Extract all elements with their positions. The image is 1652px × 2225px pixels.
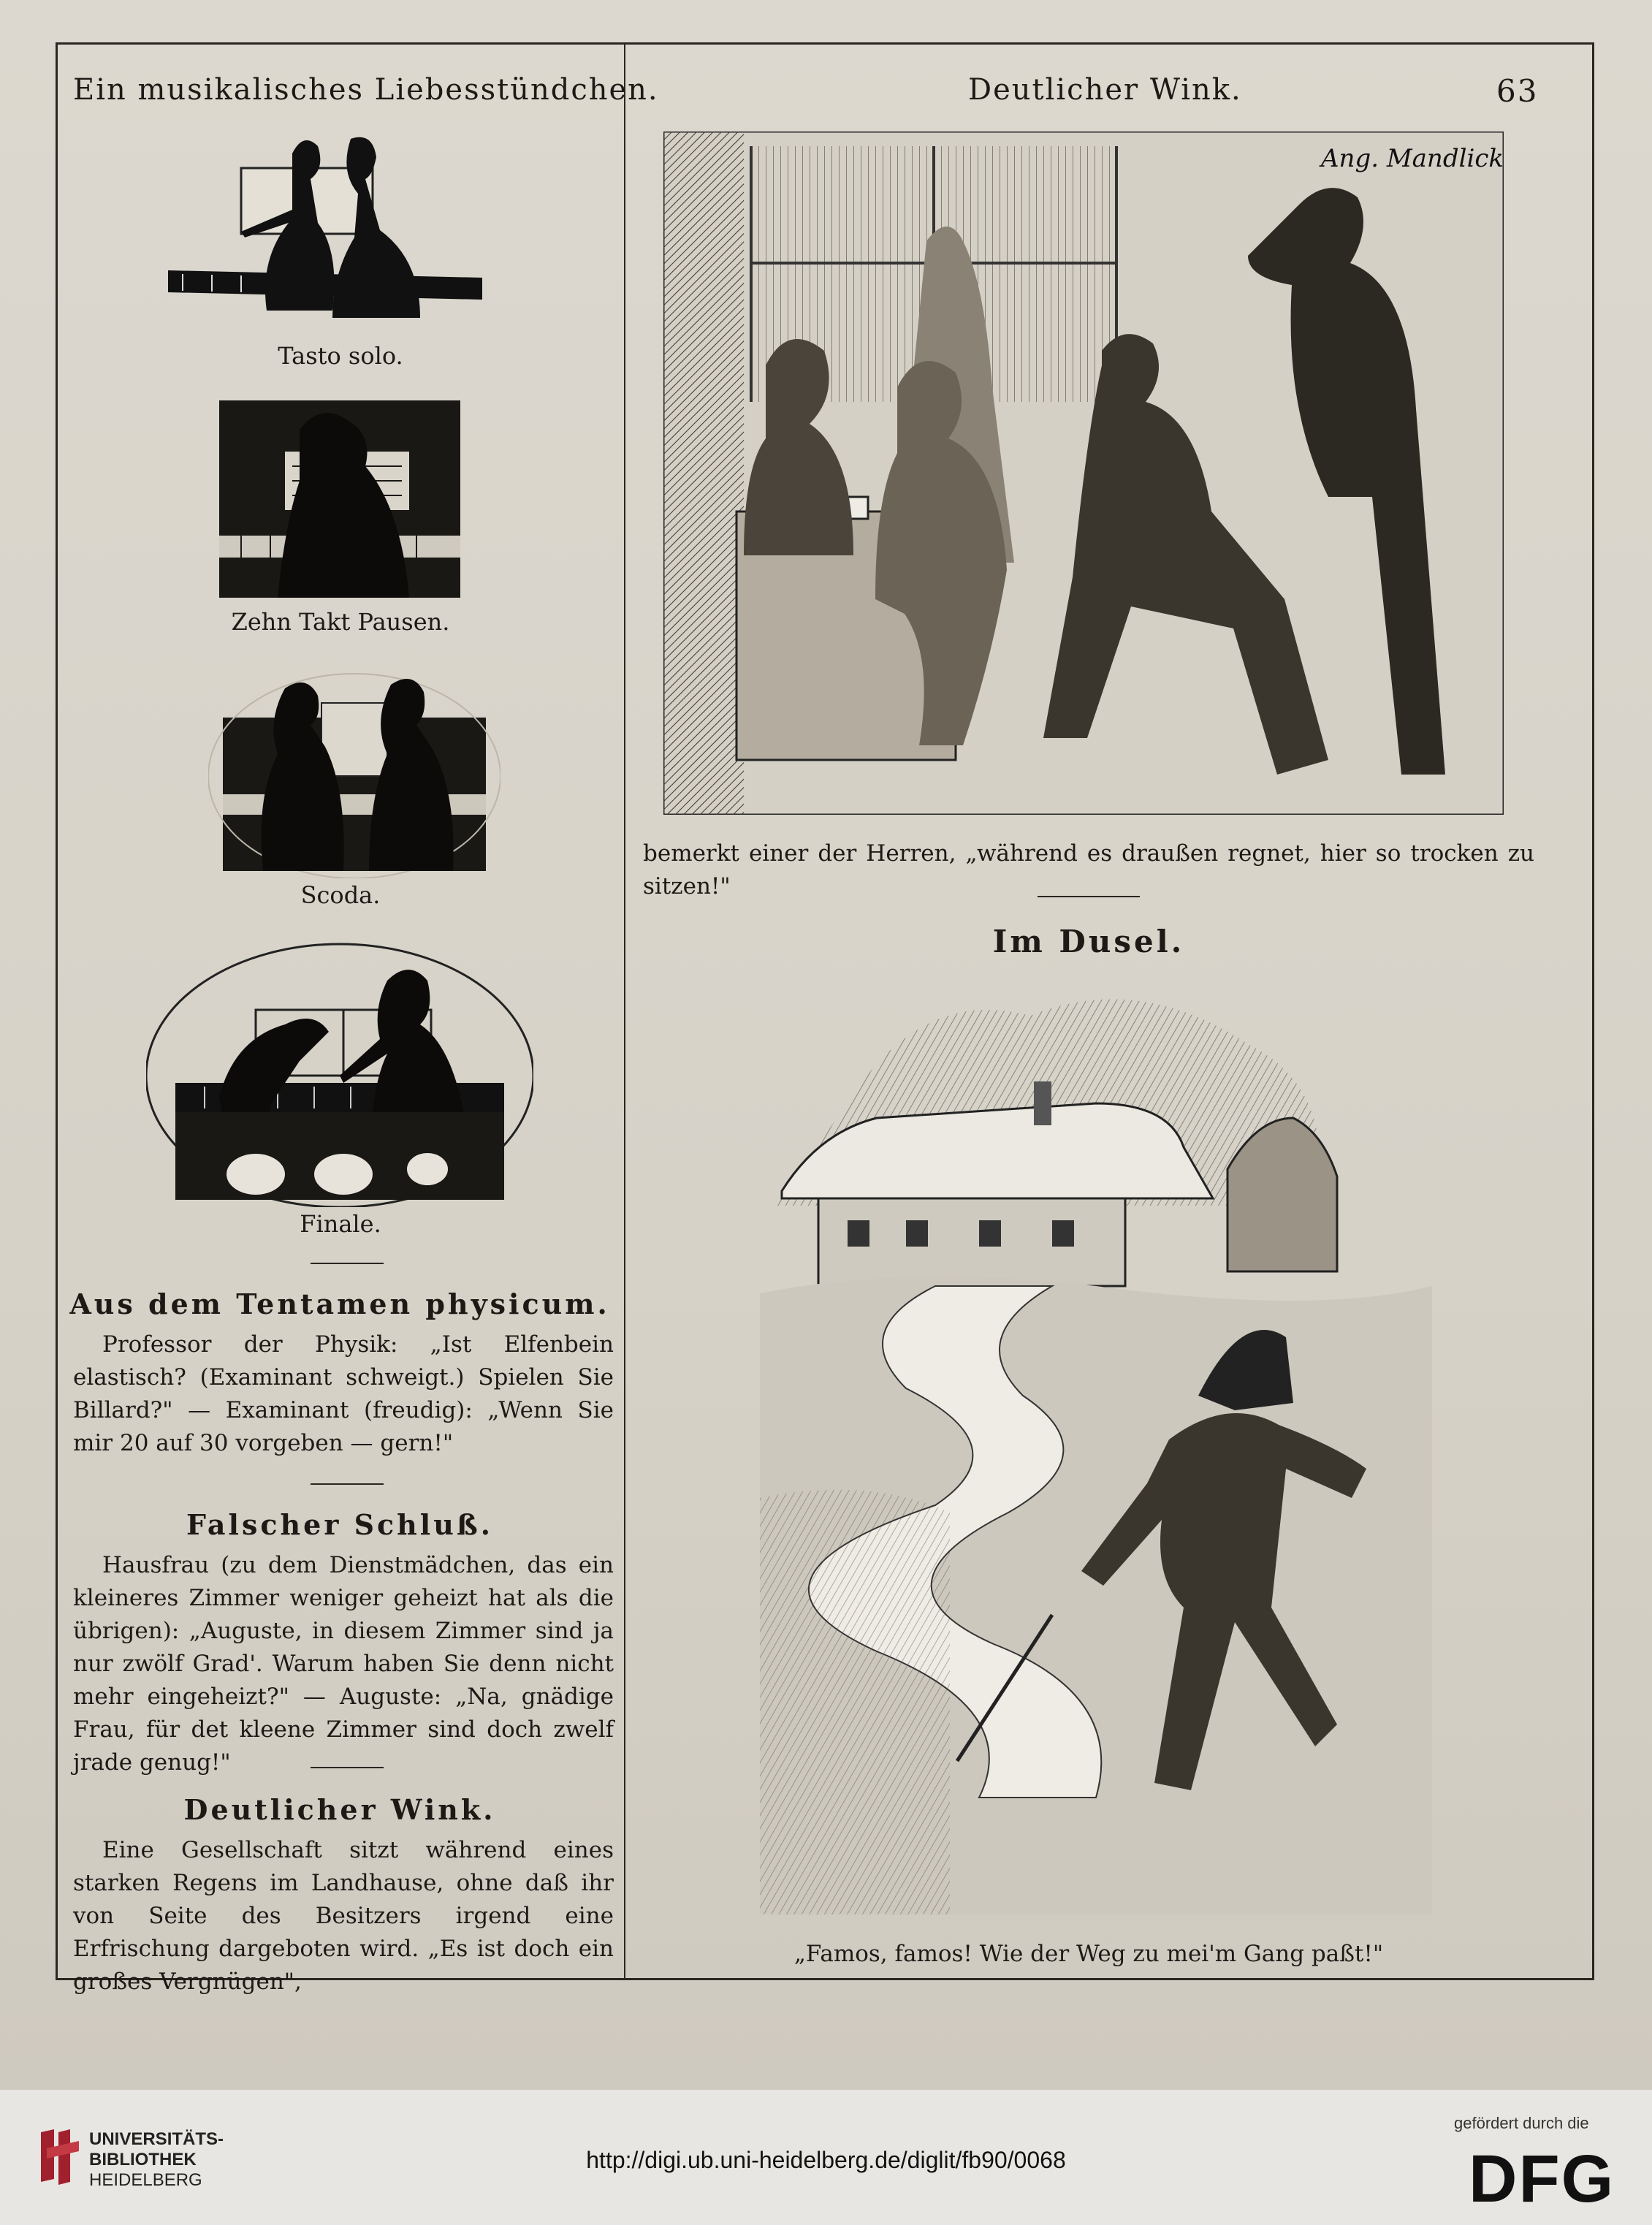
funding-text: gefördert durch die	[1454, 2114, 1589, 2132]
heading-tentamen-physicum: Aus dem Tentamen physicum.	[69, 1288, 610, 1320]
text-falscher-schluss	[73, 1549, 614, 1779]
silhouette-tasto-solo	[168, 124, 482, 336]
left-running-title: Ein musikalisches Liebesstündchen.	[73, 73, 659, 107]
heading-falscher-schluss: Falscher Schluß.	[186, 1508, 493, 1541]
silhouette-scoda	[208, 666, 500, 878]
dfg-logo: DFG	[1469, 2142, 1615, 2216]
institution-line-1: UNIVERSITÄTS-	[89, 2129, 224, 2149]
text-tentamen-physicum	[73, 1328, 614, 1460]
caption-tasto-solo: Tasto solo.	[278, 342, 403, 370]
page-number: 63	[1496, 73, 1539, 109]
right-running-title: Deutlicher Wink.	[968, 73, 1242, 107]
digital-object-url[interactable]: http://digi.ub.uni-heidelberg.de/diglit/fb90/0068	[586, 2147, 1066, 2173]
caption-scoda: Scoda.	[300, 881, 381, 909]
illustration-deutlicher-wink	[663, 132, 1504, 815]
institution-line-3: HEIDELBERG	[89, 2170, 202, 2190]
caption-finale: Finale.	[300, 1210, 381, 1238]
paragraph-deutlicher-wink: Eine Gesellschaft sitzt während eines starken Regens im Landhause, ohne daß ihr von Seite des Besitzers irgend eine Erfrischung dargeboten wird. „Es ist doch ein großes Vergnügen",	[73, 1837, 614, 1995]
illustration-im-dusel	[760, 986, 1432, 1914]
silhouette-finale	[146, 937, 533, 1207]
illustration-signature: Ang. Mandlick	[1321, 144, 1504, 173]
caption-zehn-takt-pausen: Zehn Takt Pausen.	[231, 608, 450, 636]
heading-im-dusel: Im Dusel.	[992, 924, 1185, 959]
separator-rule	[311, 1263, 384, 1264]
paragraph-tentamen: Professor der Physik: „Ist Elfenbein elastisch? (Examinant schweigt.) Spielen Sie Billard?" — Examinant (freudig): „Wenn Sie mir 20 auf 30 vorgeben — gern!"	[73, 1331, 614, 1456]
caption-im-dusel: „Famos, famos! Wie der Weg zu mei'm Gang paßt!"	[793, 1941, 1384, 1967]
paragraph-falscher-schluss: Hausfrau (zu dem Dienstmädchen, das ein kleineres Zimmer weniger geheizt hat als die übrigen): „Auguste, in diesem Zimmer sind ja nur zwölf Grad'. Warum haben Sie denn nicht mehr eingeheizt?" — Auguste: „Na, gnädige Frau, für det kleene Zimmer sind doch zwelf jrade genug!"	[73, 1552, 614, 1776]
institution-line-2: BIBLIOTHEK	[89, 2150, 197, 2169]
separator-rule	[1038, 896, 1140, 897]
separator-rule	[311, 1767, 384, 1768]
column-divider	[624, 44, 625, 1979]
continuation-text: bemerkt einer der Herren, „während es draußen regnet, hier so trocken zu sitzen!"	[643, 840, 1534, 899]
text-deutlicher-wink	[73, 1834, 614, 1998]
silhouette-zehn-takt-pausen	[219, 400, 460, 598]
heading-deutlicher-wink: Deutlicher Wink.	[183, 1793, 496, 1826]
separator-rule	[311, 1483, 384, 1485]
